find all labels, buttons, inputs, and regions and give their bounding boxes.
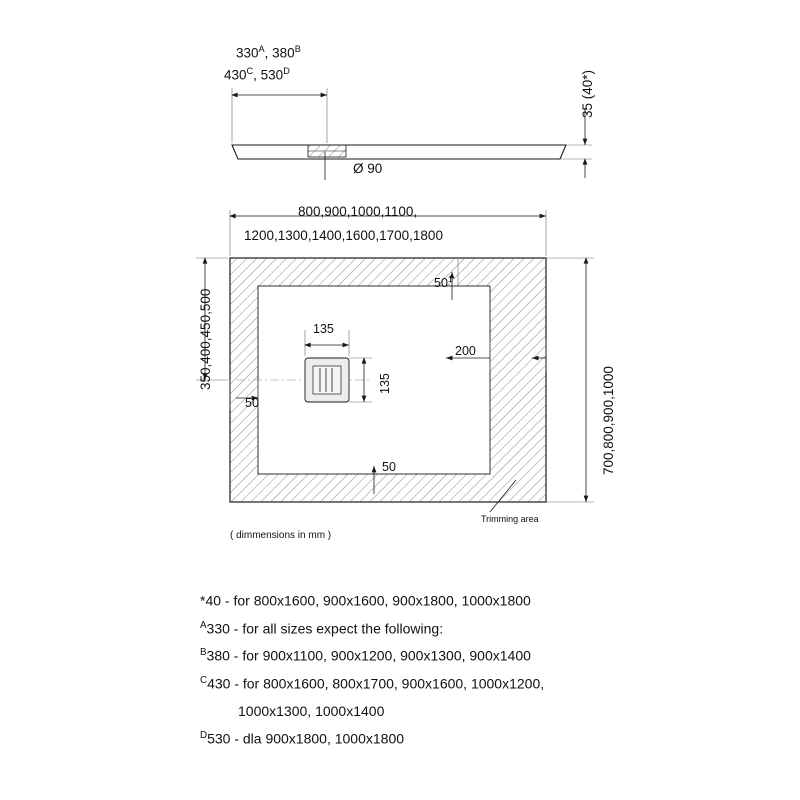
note-item: 1000x1300, 1000x1400 <box>238 702 385 719</box>
units-note: ( dimmensions in mm ) <box>230 530 332 541</box>
plan-drain <box>305 358 349 402</box>
note-item: $^A$330 - for all sizes expect the following: <box>200 619 444 637</box>
section-drain <box>308 145 346 157</box>
section-profile <box>232 145 566 159</box>
plan-top-dimension-line1: 800,900,1000,1100, <box>298 204 418 219</box>
section-width-dimension <box>232 88 327 143</box>
plan-trimming-dimension-label: 200 <box>455 344 476 358</box>
section-height-dimension <box>560 108 592 178</box>
plan-top-dimension-line2: 1200,1300,1400,1600,1700,1800 <box>244 228 443 243</box>
note-item: *40 - for 800x1600, 900x1600, 900x1800, 1000x1800 <box>200 592 531 609</box>
trimming-area-label: Trimming area <box>481 514 539 524</box>
plan-drain-height-label: 135 <box>378 373 392 394</box>
plan-offset-left-label: 50 <box>245 396 259 410</box>
plan-drain-width-label: 135 <box>313 322 334 336</box>
plan-offset-top-label: $50^1$ <box>434 274 453 291</box>
plan-right-dimension-label: 700,800,900,1000 <box>601 366 616 475</box>
drain-diameter-label: Ø 90 <box>353 161 383 176</box>
note-item: $^D$530 - dla 900x1800, 1000x1800 <box>200 729 405 747</box>
note-item: $^B$380 - for 900x1100, 900x1200, 900x1300, 900x1400 <box>200 647 531 664</box>
plan-left-dimension-label: 350,400,450,500 <box>198 288 213 390</box>
note-item: $^C$430 - for 800x1600, 800x1700, 900x1600, 1000x1200, <box>200 674 545 692</box>
section-height-label: 35 (40*) <box>580 69 595 118</box>
plan-offset-bottom-label: 50 <box>382 460 396 474</box>
section-width-label-line2: $430^C$, $530^D$ <box>224 66 290 83</box>
plan-right-dimension <box>546 258 594 502</box>
section-width-label-line1: $330^A$, $380^B$ <box>236 44 301 61</box>
notes-list <box>200 592 780 757</box>
